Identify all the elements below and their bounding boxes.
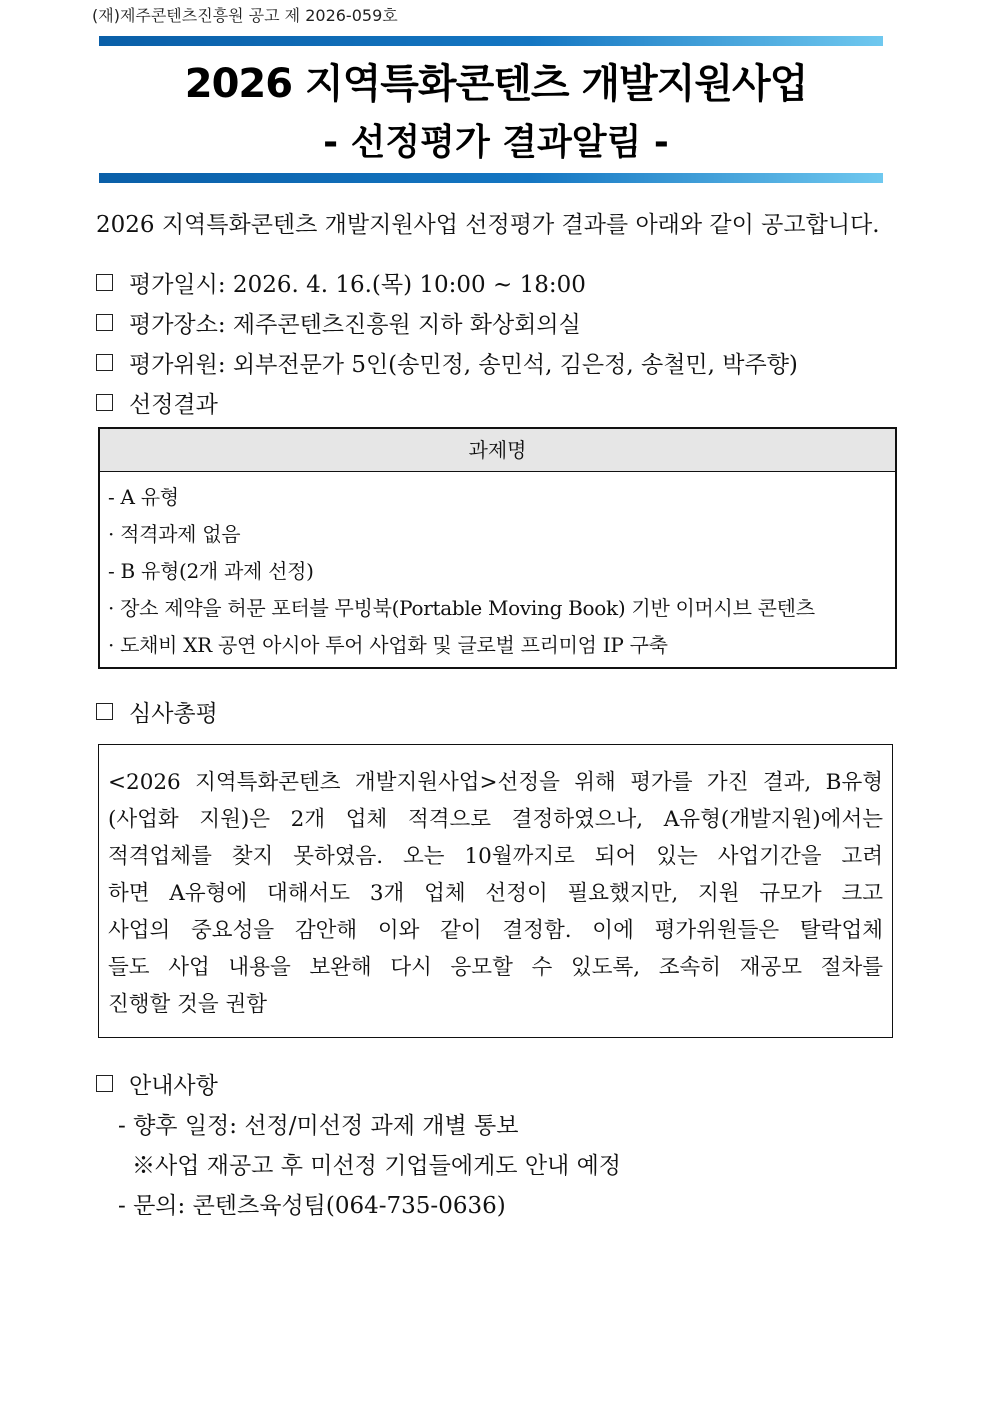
review-line: <2026 지역특화콘텐츠 개발지원사업>선정을 위해 평가를 가진 결과, B유형 [108, 770, 883, 795]
review-line: 사업의 중요성을 감안해 이와 같이 결정함. 이에 평가위원들은 탈락업체 [108, 918, 883, 943]
review-line: 적격업체를 찾지 못하였음. 오는 10월까지로 되어 있는 사업기간을 고려 [108, 844, 883, 869]
guide-heading-text: 안내사항 [129, 1073, 218, 1099]
result-heading-text: 선정결과 [129, 392, 218, 418]
result-line: - B 유형(2개 과제 선정) [108, 559, 314, 583]
review-line: 들도 사업 내용을 보완해 다시 응모할 수 있도록, 조속히 재공모 절차를 [108, 955, 883, 980]
checkbox-square-icon [96, 394, 113, 411]
guide-contact: - 문의: 콘텐츠육성팀(064-735-0636) [118, 1193, 506, 1219]
item-date [96, 266, 586, 299]
page-subtitle: - 선정평가 결과알림 - [323, 122, 669, 163]
result-line: - A 유형 [108, 485, 179, 509]
item-place-text: 평가장소: 제주콘텐츠진흥원 지하 화상회의실 [129, 312, 581, 338]
intro-text: 2026 지역특화콘텐츠 개발지원사업 선정평가 결과를 아래와 같이 공고합니다. [96, 212, 880, 238]
item-committee [96, 346, 798, 379]
review-line: 하면 A유형에 대해서도 3개 업체 선정이 필요했지만, 지원 규모가 크고 [108, 881, 883, 906]
item-guide-heading [96, 1067, 218, 1100]
checkbox-square-icon [96, 703, 113, 720]
review-heading-text: 심사총평 [129, 701, 218, 727]
guide-note: ※사업 재공고 후 미선정 기업들에게도 안내 예정 [132, 1153, 622, 1179]
result-line: · 적격과제 없음 [108, 522, 241, 546]
header-top-bar [99, 36, 883, 46]
checkbox-square-icon [96, 1075, 113, 1092]
result-table-header: 과제명 [100, 429, 895, 472]
item-review-heading [96, 695, 218, 728]
checkbox-square-icon [96, 314, 113, 331]
checkbox-square-icon [96, 354, 113, 371]
review-box [98, 744, 893, 1038]
review-line: (사업화 지원)은 2개 업체 적격으로 결정하였으나, A유형(개발지원)에서는 [108, 807, 883, 832]
review-line: 진행할 것을 권함 [108, 992, 268, 1017]
checkbox-square-icon [96, 274, 113, 291]
page-title: 2026 지역특화콘텐츠 개발지원사업 [184, 61, 808, 107]
notice-number: (재)제주콘텐츠진흥원 공고 제 2026-059호 [92, 6, 398, 25]
item-committee-text: 평가위원: 외부전문가 5인(송민정, 송민석, 김은정, 송철민, 박주향) [129, 352, 798, 378]
item-result-heading [96, 386, 218, 419]
result-line: · 도채비 XR 공연 아시아 투어 사업화 및 글로벌 프리미엄 IP 구축 [108, 633, 668, 657]
item-date-text: 평가일시: 2026. 4. 16.(목) 10:00 ~ 18:00 [129, 272, 586, 298]
item-place [96, 306, 581, 339]
result-line: · 장소 제약을 허문 포터블 무빙북(Portable Moving Book) 기반 이머시브 콘텐츠 [108, 596, 815, 620]
result-table [98, 427, 897, 669]
header-bottom-bar [99, 173, 883, 183]
guide-schedule: - 향후 일정: 선정/미선정 과제 개별 통보 [118, 1113, 519, 1139]
